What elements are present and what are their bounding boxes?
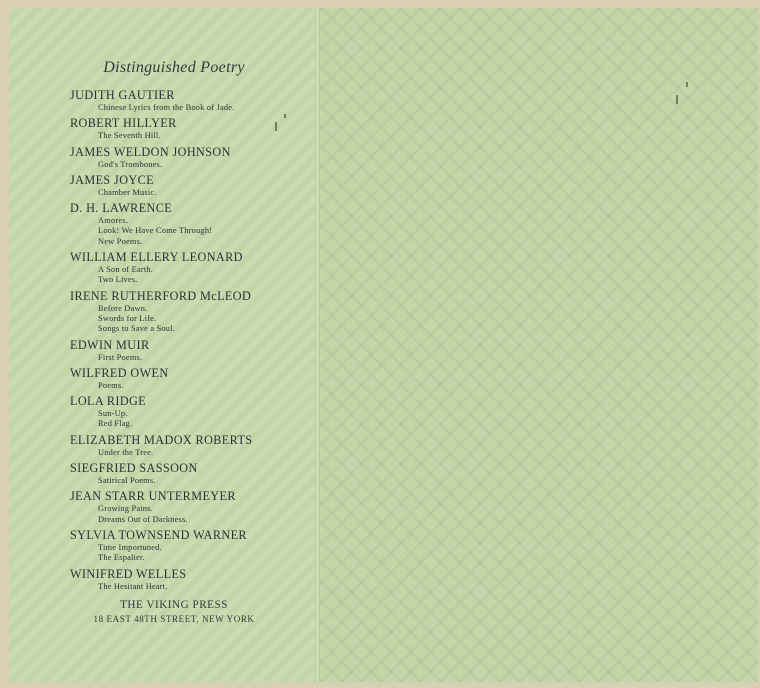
book-title: Sun-Up.: [98, 409, 128, 419]
ink-speck: [275, 122, 277, 131]
book-titles: [70, 543, 310, 564]
author-name: ELIZABETH MADOX ROBERTS: [70, 432, 253, 447]
author-entry: [70, 394, 310, 430]
author-name: JAMES WELDON JOHNSON: [70, 144, 231, 159]
author-entry: [70, 489, 310, 525]
author-name: WILFRED OWEN: [70, 365, 169, 380]
book-title: Before Dawn.: [98, 303, 148, 313]
back-panel: [320, 8, 758, 682]
book-title: Red Flag.: [98, 419, 133, 429]
book-titles: [70, 448, 310, 458]
author-entry: [70, 116, 310, 141]
book-titles: [70, 504, 310, 525]
book-titles: [70, 476, 310, 486]
publisher-name: THE VIKING PRESS: [120, 599, 228, 611]
book-title: Chamber Music.: [98, 187, 157, 197]
publisher-address: 18 EAST 48TH STREET, NEW YORK: [93, 614, 255, 624]
author-entry: [70, 250, 310, 286]
book-title: Poems.: [98, 380, 124, 390]
book-title: New Poems.: [98, 236, 143, 246]
book-titles: [70, 381, 310, 391]
book-titles: [70, 409, 310, 430]
ink-speck: [676, 95, 678, 104]
author-entry: [70, 567, 310, 592]
book-titles: [70, 160, 310, 170]
book-title: Time Importuned.: [98, 542, 162, 552]
ink-speck: [686, 82, 688, 87]
author-name: WINIFRED WELLES: [70, 566, 187, 581]
author-name: JUDITH GAUTIER: [70, 88, 175, 102]
book-title: The Seventh Hill.: [98, 131, 161, 141]
book-titles: [70, 304, 310, 335]
book-title: Songs to Save a Soul.: [98, 324, 176, 334]
book-titles: [70, 582, 310, 592]
author-list: [70, 88, 310, 595]
author-name: SIEGFRIED SASSOON: [70, 461, 198, 476]
author-entry: [70, 201, 310, 247]
author-entry: [70, 528, 310, 564]
book-title: Swords for Life.: [98, 313, 157, 323]
author-name: IRENE RUTHERFORD McLEOD: [70, 288, 252, 303]
ink-speck: [284, 114, 286, 118]
author-entry: [70, 461, 310, 486]
author-entry: [70, 338, 310, 363]
book-titles: [70, 353, 310, 363]
author-name: JEAN STARR UNTERMEYER: [70, 489, 236, 504]
book-title: First Poems.: [98, 352, 143, 362]
author-entry: [70, 433, 310, 458]
book-title: Dreams Out of Darkness.: [98, 514, 188, 524]
catalog-heading: Distinguished Poetry: [103, 59, 245, 76]
book-title: A Son of Earth.: [98, 265, 154, 275]
author-entry: [70, 145, 310, 170]
left-flap-panel: [9, 8, 317, 682]
book-title: God's Trombones.: [98, 159, 163, 169]
book-titles: [70, 188, 310, 198]
book-titles: [70, 103, 310, 113]
book-jacket: [9, 8, 758, 682]
author-entry: [70, 88, 310, 113]
author-name: D. H. LAWRENCE: [70, 201, 173, 216]
author-entry: [70, 289, 310, 335]
book-title: Growing Pains.: [98, 504, 153, 514]
author-name: SYLVIA TOWNSEND WARNER: [70, 527, 247, 542]
book-title: The Hesitant Heart.: [98, 581, 168, 591]
book-title: Under the Tree.: [98, 447, 154, 457]
author-entry: [70, 366, 310, 391]
author-name: WILLIAM ELLERY LEONARD: [70, 250, 243, 265]
author-name: JAMES JOYCE: [70, 172, 154, 187]
book-titles: [70, 216, 310, 247]
book-titles: [70, 131, 310, 141]
book-titles: [70, 265, 310, 286]
author-name: LOLA RIDGE: [70, 394, 147, 409]
author-name: ROBERT HILLYER: [70, 116, 177, 131]
author-name: EDWIN MUIR: [70, 337, 150, 352]
book-title: Look! We Have Come Through!: [98, 226, 213, 236]
author-entry: [70, 173, 310, 198]
book-title: The Espalier.: [98, 553, 145, 563]
book-title: Amores.: [98, 216, 129, 226]
book-title: Two Lives.: [98, 275, 138, 285]
book-title: Satirical Poems.: [98, 476, 156, 486]
book-title: Chinese Lyrics from the Book of Jade.: [98, 103, 235, 112]
